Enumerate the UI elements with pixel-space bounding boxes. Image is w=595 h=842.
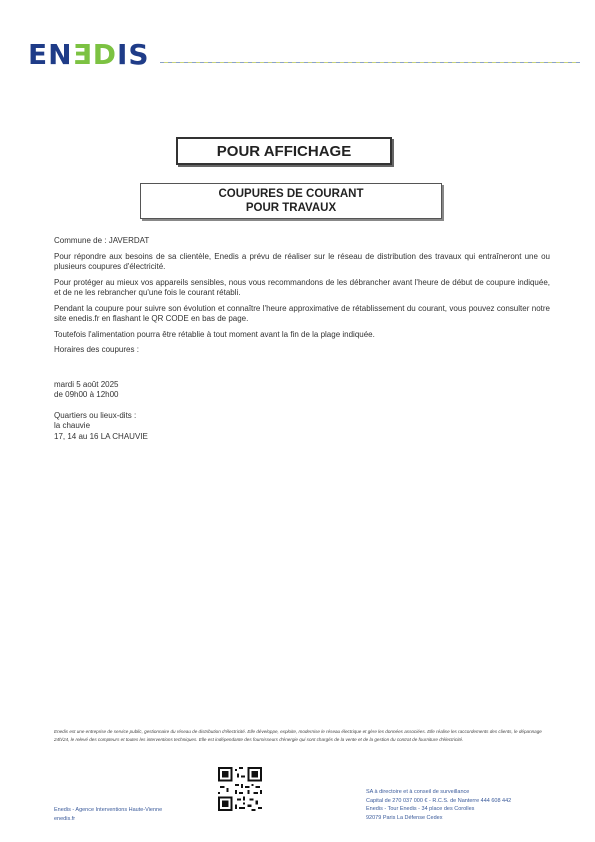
logo-accent: ƎD (72, 38, 117, 71)
footer-agency-name: Enedis - Agence Interventions Haute-Vienne (54, 807, 163, 813)
place-1: la chauvie (54, 421, 91, 430)
outage-date: mardi 5 août 2025 (54, 379, 119, 389)
footer-legal-note: Enedis est une entreprise de service public, gestionnaire du réseau de distribution d'électricité. Elle développe, exploite, modernise le réseau électrique et gère les données associées. Elle réalise les raccordements des clients, le dépannage 24h/24, le relevé des compteurs et toutes les interventions techniques. Elle est indépendante des fournisseurs d'énergie qui sont chargés de la vente et de la gestion du contrat de fourniture d'électricité. (54, 729, 542, 742)
qr-code-icon[interactable] (218, 767, 262, 811)
commune-line: Commune de : JAVERDAT (54, 236, 150, 245)
notice-body (54, 236, 550, 442)
place-2: 17, 14 au 16 LA CHAUVIE (54, 431, 148, 441)
footer-company-line3: Enedis - Tour Enedis - 34 place des Corolles (366, 806, 475, 812)
notice-subtitle-line1: COUPURES DE COURANT (218, 188, 364, 200)
notice-title: POUR AFFICHAGE (176, 137, 392, 165)
footer-agency (54, 806, 162, 823)
paragraph-restore: Toutefois l'alimentation pourra être rétablie à tout moment avant la fin de la plage indiquée. (54, 329, 375, 339)
footer-company-info (366, 788, 511, 822)
logo-suffix: IS (116, 38, 150, 71)
outage-time: de 09h00 à 12h00 (54, 390, 119, 399)
header-divider (160, 62, 580, 63)
paragraph-intro: Pour répondre aux besoins de sa clientèle, Enedis a prévu de réaliser sur le réseau de distribution des travaux qui entraîneront une ou plusieurs coupures d'électricité. (54, 251, 550, 271)
horaires-label: Horaires des coupures : (54, 345, 139, 354)
quartiers-label: Quartiers ou lieux-dits : (54, 410, 137, 420)
footer-company-line2: Capital de 270 037 000 € - R.C.S. de Nanterre 444 608 442 (366, 797, 512, 804)
footer-website-link[interactable]: enedis.fr (54, 815, 76, 822)
footer-company-line1: SA à directoire et à conseil de surveillance (366, 789, 470, 795)
notice-subtitle-line2: POUR TRAVAUX (245, 202, 337, 214)
paragraph-tracking: Pendant la coupure pour suivre son évolution et connaître l'heure approximative de rétablissement du courant, vous pouvez consulter notre site enedis.fr en flashant le QR CODE en bas de page. (54, 303, 550, 323)
footer-company-line4: 92079 Paris La Défense Cedex (366, 814, 443, 821)
notice-subtitle-box (140, 183, 442, 219)
paragraph-protection: Pour protéger au mieux vos appareils sensibles, nous vous recommandons de les débrancher avant l'heure de début de coupure indiquée, et de ne les rebrancher qu'une fois le courant rétabli. (54, 277, 550, 297)
logo-prefix: EN (28, 38, 73, 71)
enedis-logo (28, 38, 150, 71)
